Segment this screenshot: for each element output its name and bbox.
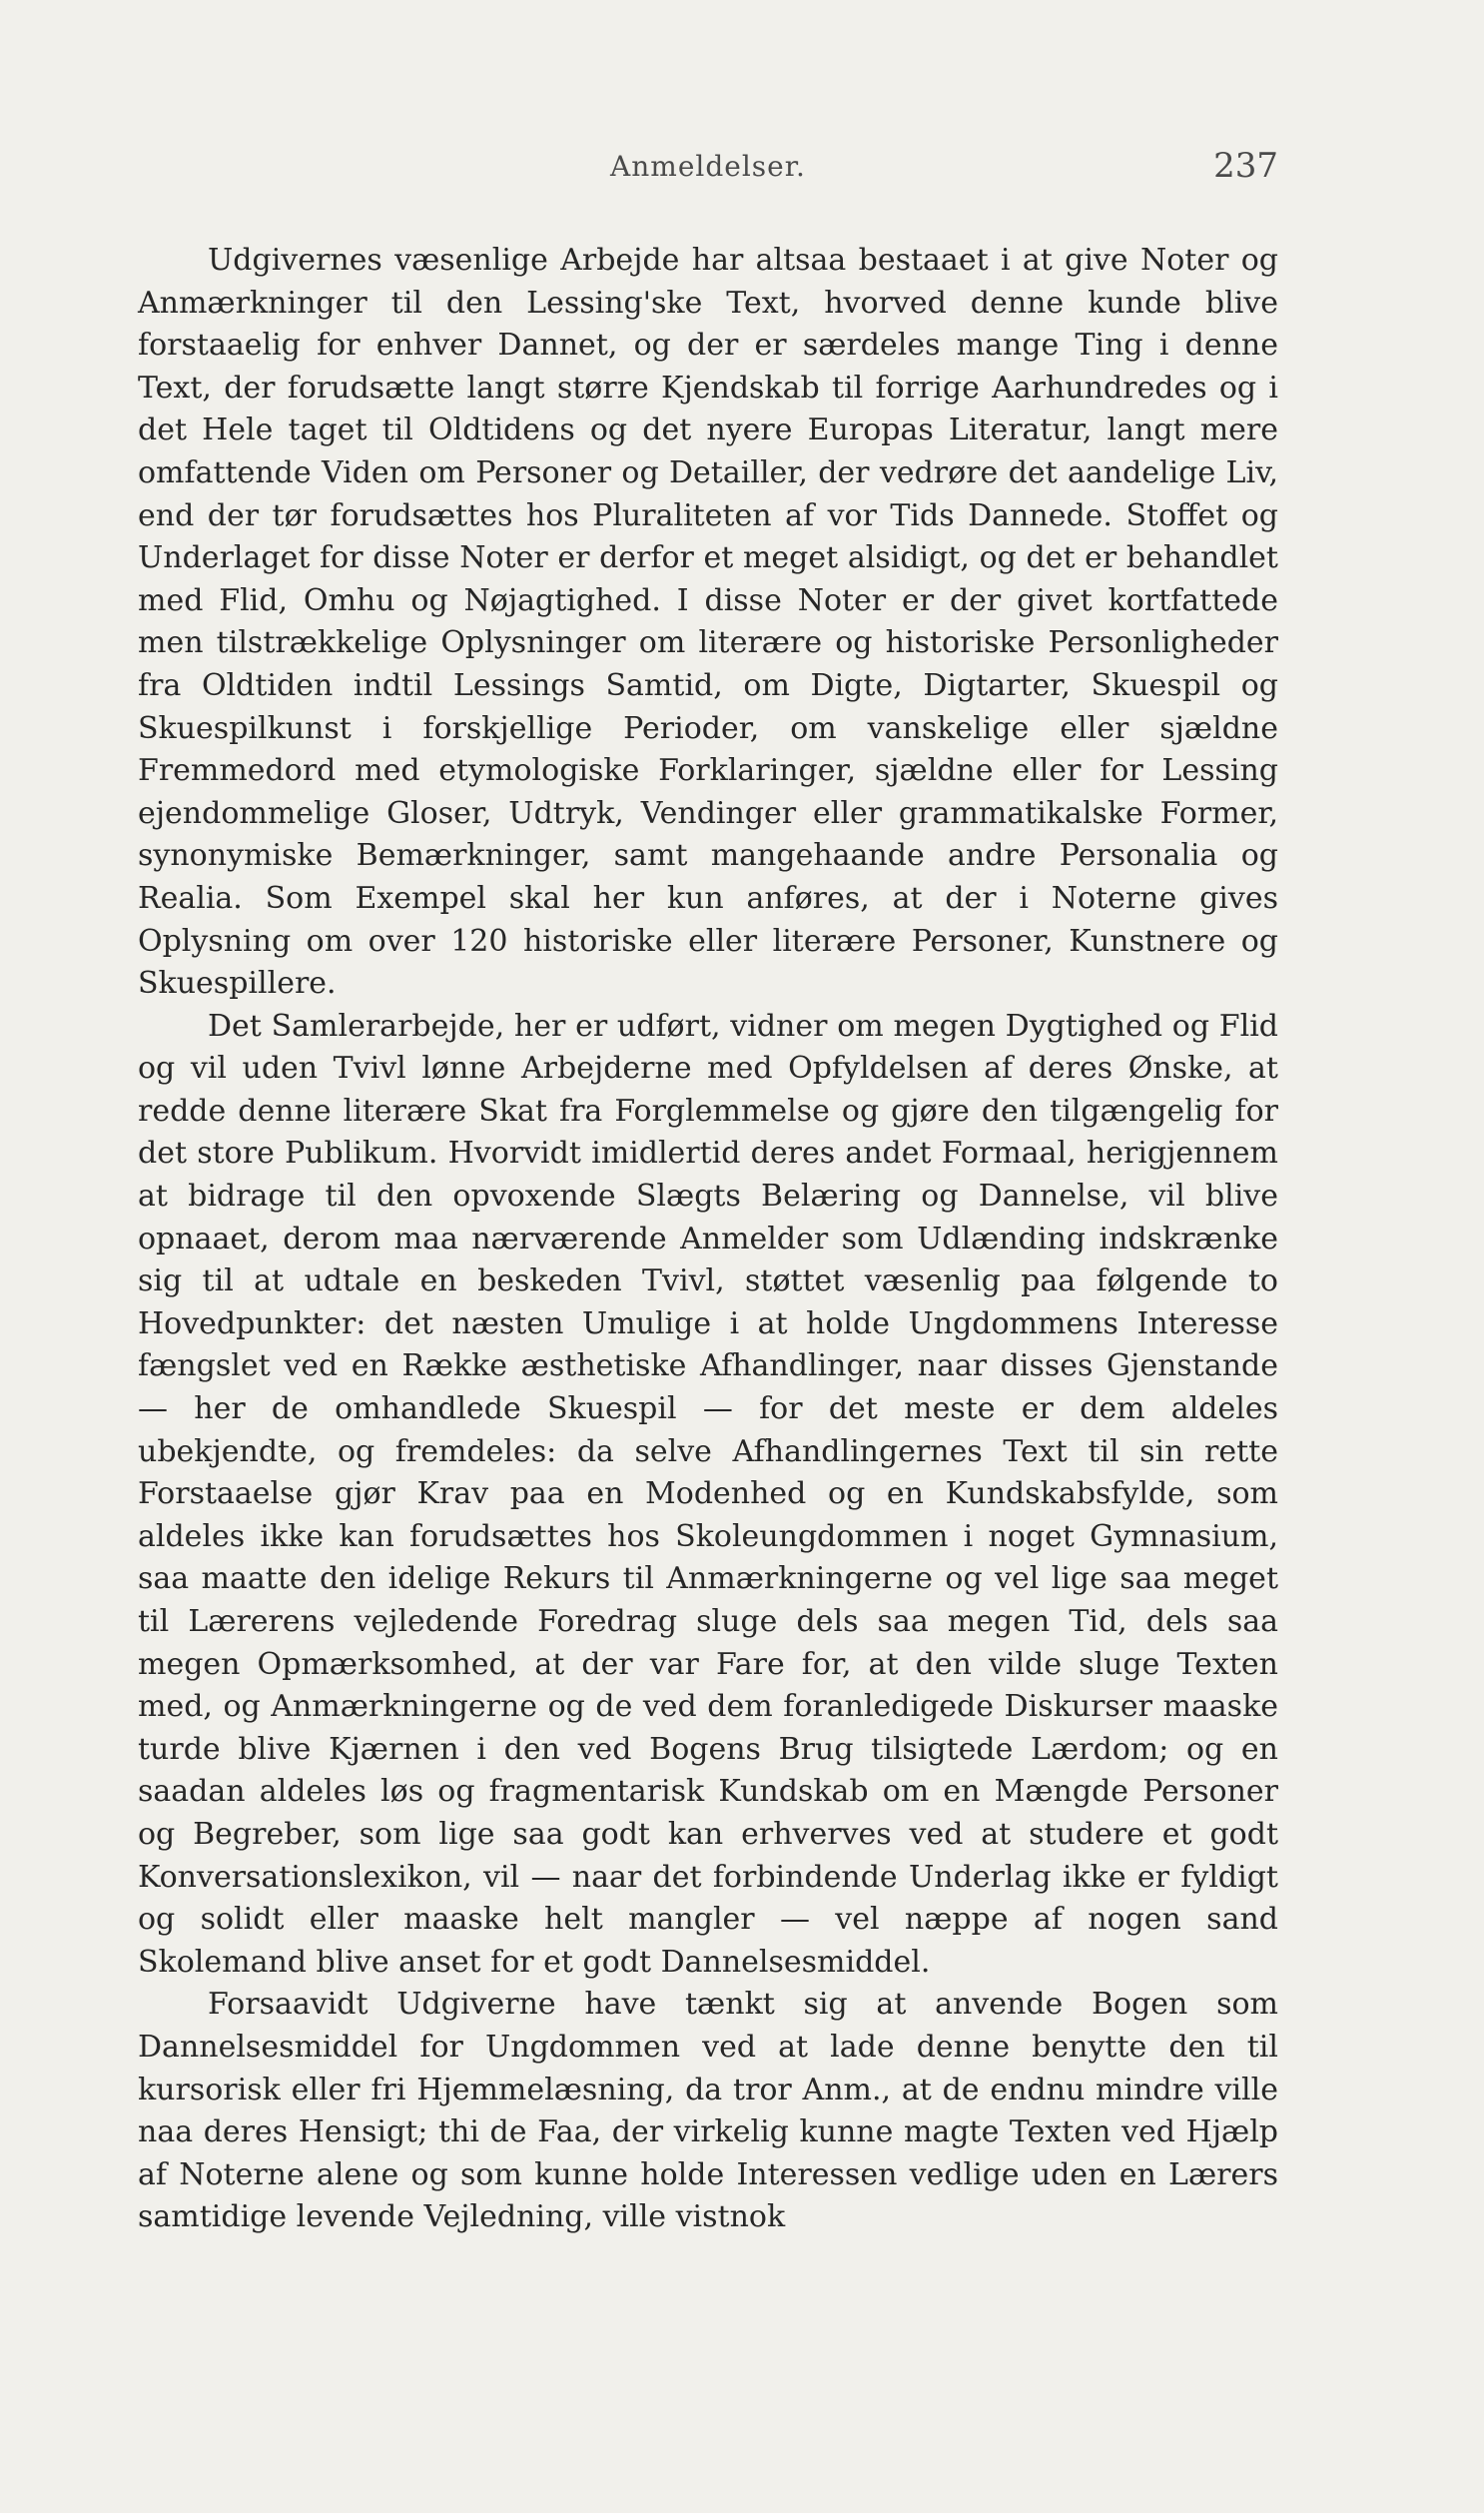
running-head: [138, 146, 1278, 200]
page-number: 237: [1213, 146, 1278, 186]
body-text: [138, 240, 1278, 2239]
paragraph: Det Samlerarbejde, her er udført, vidner om megen Dygtighed og Flid og vil uden Tvivl lønne Arbejderne med Opfyldelsen af deres Ønske, at redde denne literære Skat fra Forglemmelse og gjøre den tilgængelig for det store Publikum. Hvorvidt imidlertid deres andet Formaal, herigjennem at bidrage til den opvoxende Slægts Belæring og Dannelse, vil blive opnaaet, derom maa nærværende Anmelder som Udlænding indskrænke sig til at udtale en beskeden Tvivl, støttet væsenlig paa følgende to Hovedpunkter: det næsten Umulige i at holde Ungdommens Interesse fængslet ved en Række æsthetiske Afhandlinger, naar disses Gjenstande — her de omhandlede Skuespil — for det meste er dem aldeles ubekjendte, og fremdeles: da selve Afhandlingernes Text til sin rette Forstaaelse gjør Krav paa en Modenhed og en Kundskabsfylde, som aldeles ikke kan forudsættes hos Skoleungdommen i noget Gymnasium, saa maatte den idelige Rekurs til Anmærkningerne og vel lige saa meget til Lærerens vejledende Foredrag sluge dels saa megen Tid, dels saa megen Opmærksomhed, at der var Fare for, at den vilde sluge Texten med, og Anmærkningerne og de ved dem foranledigede Diskurser maaske turde blive Kjærnen i den ved Bogens Brug tilsigtede Lærdom; og en saadan aldeles løs og fragmentarisk Kundskab om en Mængde Personer og Begreber, som lige saa godt kan erhverves ved at studere et godt Konversationslexikon, vil — naar det forbindende Underlag ikke er fyldigt og solidt eller maaske helt mangler — vel næppe af nogen sand Skolemand blive anset for et godt Dannelsesmiddel.: [138, 1008, 1278, 1980]
paragraph: Forsaavidt Udgiverne have tænkt sig at anvende Bogen som Dannelsesmiddel for Ungdommen ved at lade denne benytte den til kursorisk eller fri Hjemmelæsning, da tror Anm., at de endnu mindre ville naa deres Hensigt; thi de Faa, der virkelig kunne magte Texten ved Hjælp af Noterne alene og som kunne holde Interessen vedlige uden en Lærers samtidige levende Vejledning, ville vistnok: [138, 1987, 1278, 2235]
paragraph: Udgivernes væsenlige Arbejde har altsaa bestaaet i at give Noter og Anmærkninger til den Lessing'ske Text, hvorved denne kunde blive forstaaelig for enhver Dannet, og der er særdeles mange Ting i denne Text, der forudsætte langt større Kjendskab til forrige Aarhundredes og i det Hele taget til Oldtidens og det nyere Europas Literatur, langt mere omfattende Viden om Personer og Detailler, der vedrøre det aandelige Liv, end der tør forudsættes hos Pluraliteten af vor Tids Dannede. Stoffet og Underlaget for disse Noter er derfor et meget alsidigt, og det er behandlet med Flid, Omhu og Nøjagtighed. I disse Noter er der givet kortfattede men tilstrækkelige Oplysninger om literære og historiske Personligheder fra Oldtiden indtil Lessings Samtid, om Digte, Digtarter, Skuespil og Skuespilkunst i forskjellige Perioder, om vanskelige eller sjældne Fremmedord med etymologiske Forklaringer, sjældne eller for Lessing ejendommelige Gloser, Udtryk, Vendinger eller grammatikalske Former, synonymiske Bemærkninger, samt mangehaande andre Personalia og Realia. Som Exempel skal her kun anføres, at der i Noterne gives Oplysning om over 120 historiske eller literære Personer, Kunstnere og Skuespillere.: [138, 243, 1278, 1002]
running-title: Anmeldelser.: [610, 150, 806, 183]
